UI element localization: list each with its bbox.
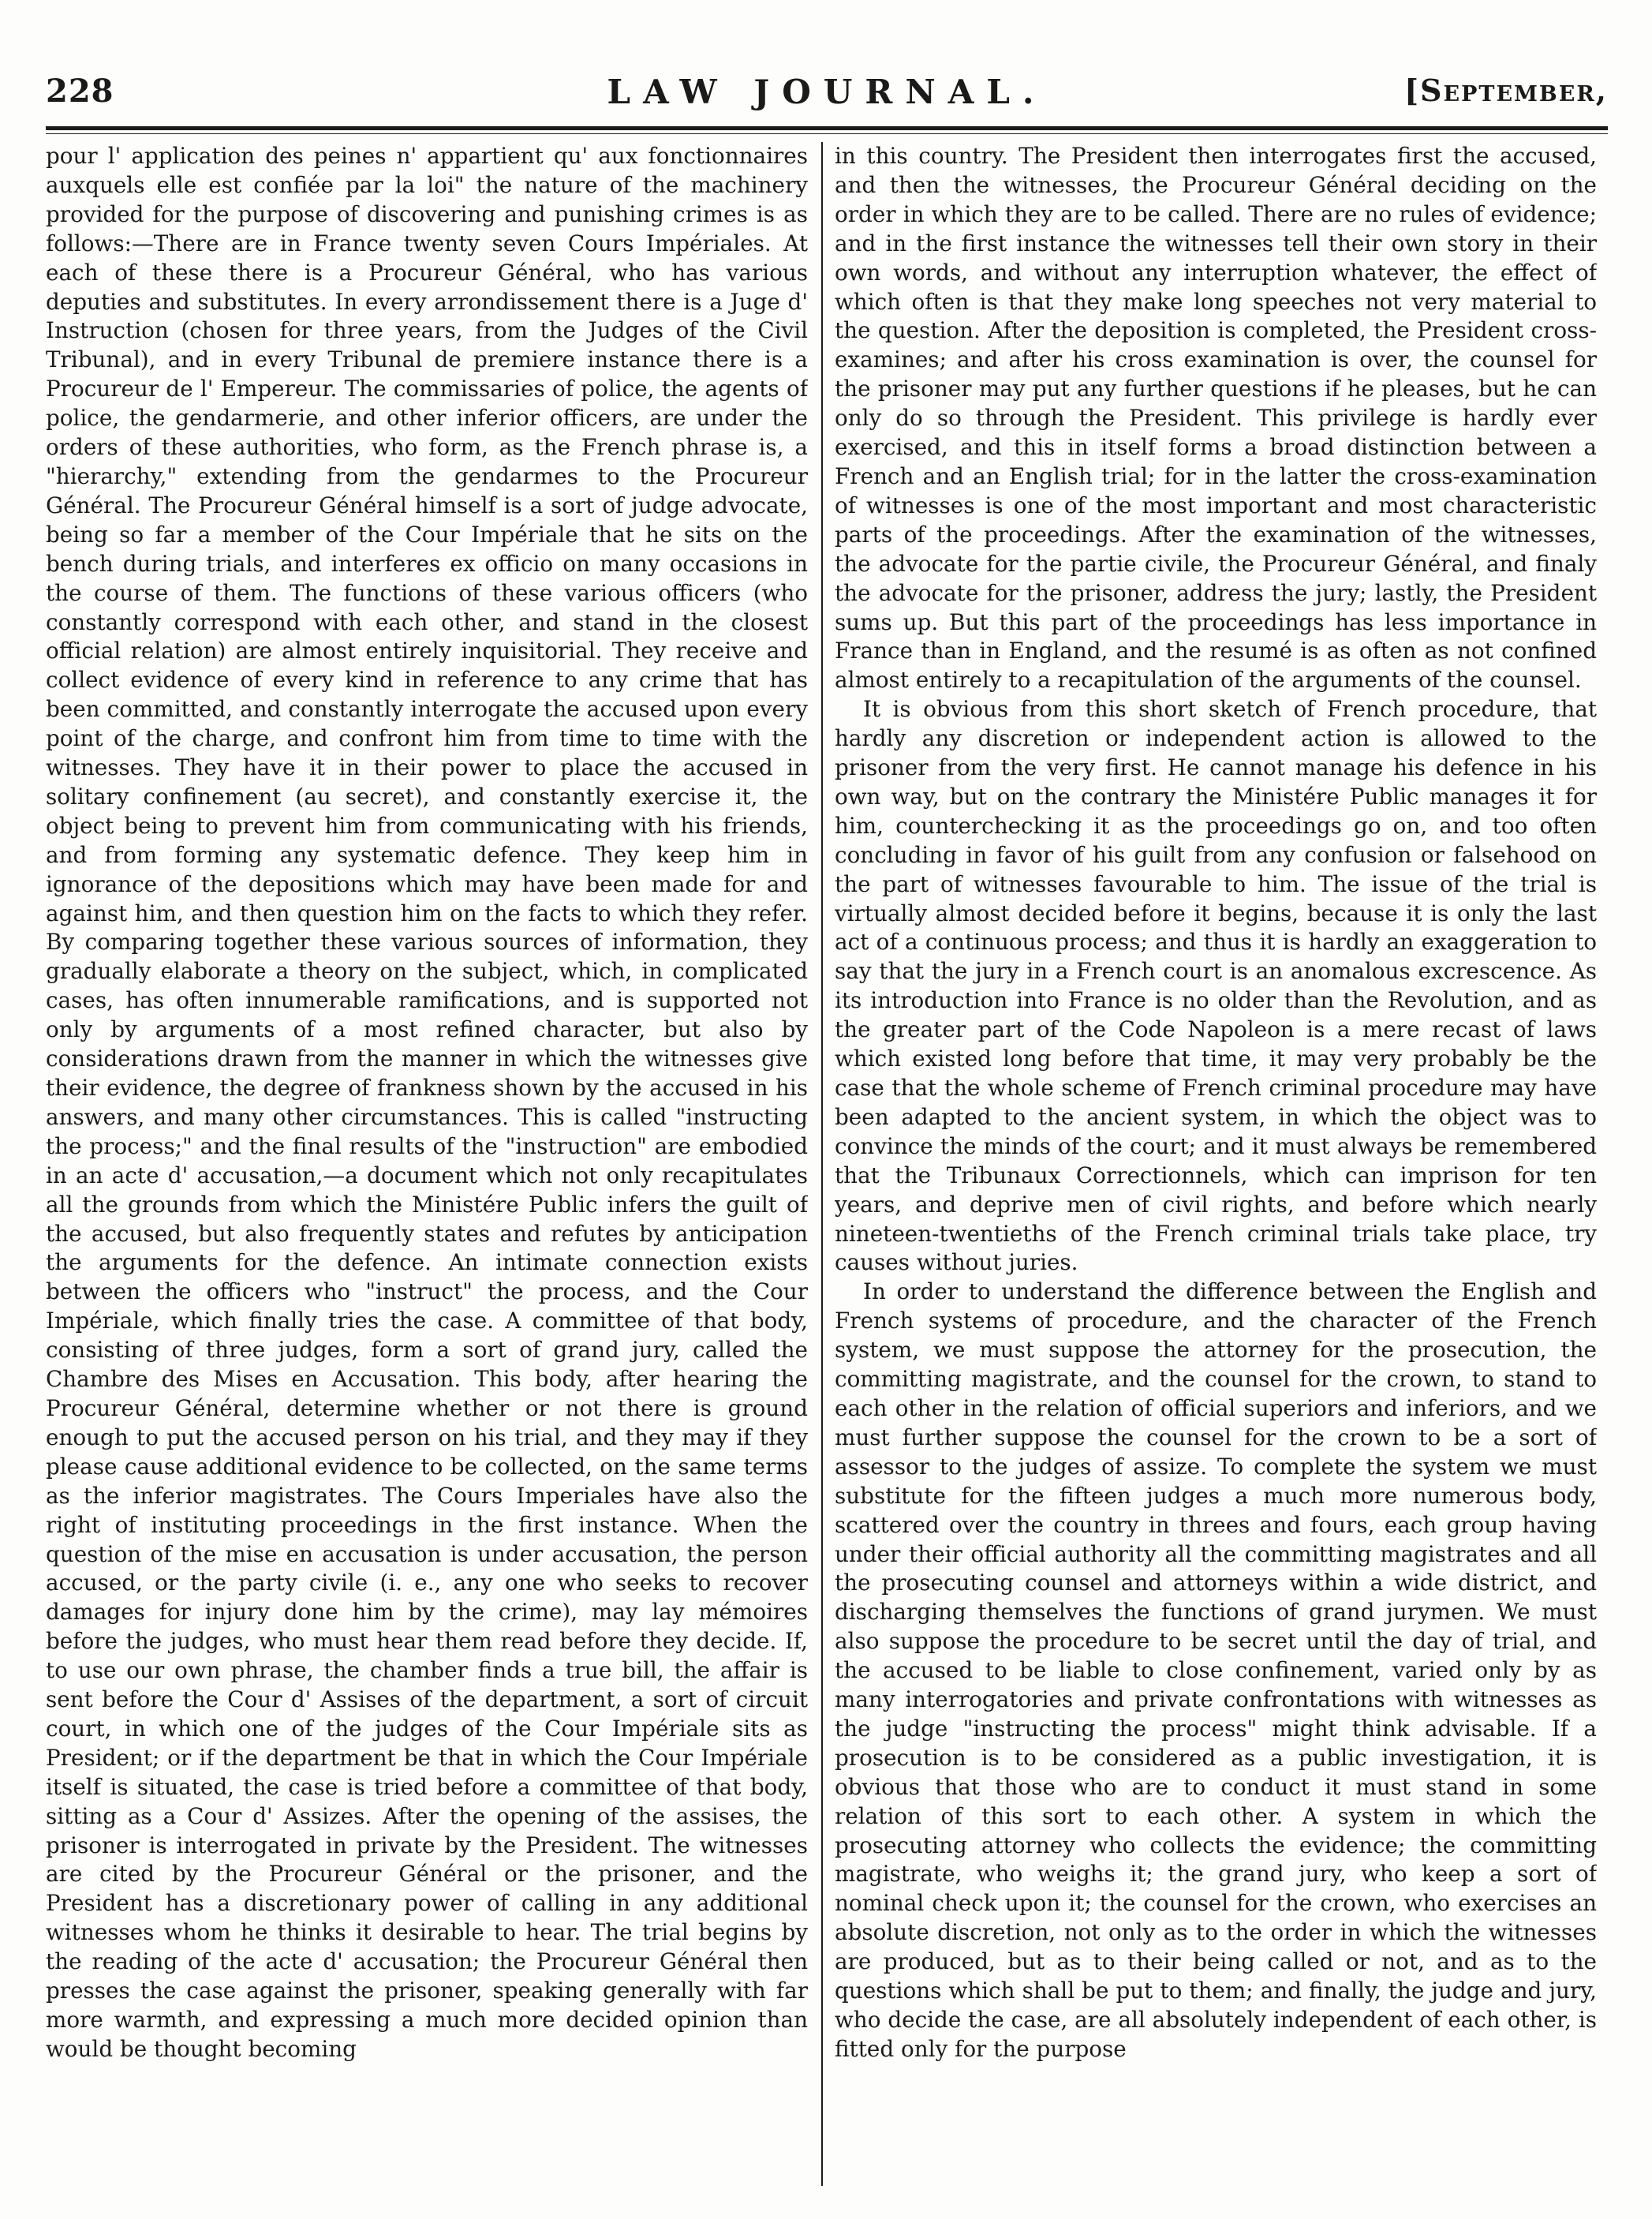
page-number: 228 xyxy=(46,73,114,110)
header-thin-rule xyxy=(46,133,1608,134)
left-column xyxy=(46,142,808,2186)
right-paragraph: In order to understand the difference between the English and French systems of procedure, and the character of the French system, we must suppose the attorney for the prosecution, the committing magistrate, and the counsel for the crown, to stand to each other in the relation of official superiors and inferiors, and we must further suppose the counsel for the crown to be a sort of assessor to the judges of assize. To complete the system we must substitute for the fifteen judges a much more numerous body, scattered over the country in threes and fours, each group having under their official authority all the committing magistrates and all the prosecuting counsel and attorneys within a wide district, and discharging themselves the functions of grand jurymen. We must also suppose the procedure to be secret until the day of trial, and the accused to be liable to close confinement, varied only by as many interrogatories and private confrontations with witnesses as the judge "instructing the process" might think advisable. If a prosecution is to be considered as a public investigation, it is obvious that those who are to conduct it must stand in some relation of this sort to each other. A system in which the prosecuting attorney who collects the evidence; the committing magistrate, who weighs it; the grand jury, who keep a sort of nominal check upon it; the counsel for the crown, who exercises an absolute discretion, not only as to the order in which the witnesses are produced, but as to their being called or not, and as to the questions which shall be put to them; and finally, the judge and jury, who decide the case, are all absolutely independent of each other, is fitted only for the purpose xyxy=(835,1278,1597,2062)
journal-title: LAW JOURNAL. xyxy=(607,73,1047,111)
left-paragraph: pour l' application des peines n' appartient qu' aux fonctionnaires auxquels elle est confiée par la loi" the nature of the machinery provided for the purpose of discovering and punishing crimes is as follows:—There are in France twenty seven Cours Impériales. At each of these there is a Procureur Général, who has various deputies and substitutes. In every arrondissement there is a Juge d' Instruction (chosen for three years, from the Judges of the Civil Tribunal), and in every Tribunal de premiere instance there is a Procureur de l' Empereur. The commissaries of police, the agents of police, the gendarmerie, and other inferior officers, are under the orders of these authorities, who form, as the French phrase is, a "hierarchy," extending from the gendarmes to the Procureur Général. The Procureur Général himself is a sort of judge advocate, being so far a member of the Cour Impériale that he sits on the bench during trials, and interferes ex officio on many occasions in the course of them. The functions of these various officers (who constantly correspond with each other, and stand in the closest official relation) are almost entirely inquisitorial. They receive and collect evidence of every kind in reference to any crime that has been committed, and constantly interrogate the accused upon every point of the charge, and confront him from time to time with the witnesses. They have it in their power to place the accused in solitary confinement (au secret), and constantly exercise it, the object being to prevent him from communicating with his friends, and from forming any systematic defence. They keep him in ignorance of the depositions which may have been made for and against him, and then question him on the facts to which they refer. By comparing together these various sources of information, they gradually elaborate a theory on the subject, which, in complicated cases, has often innumerable ramifications, and is supported not only by arguments of a most refined character, but also by considerations drawn from the manner in which the witnesses give their evidence, the degree of frankness shown by the accused in his answers, and many other circumstances. This is called "instructing the process;" and the final results of the "instruction" are embodied in an acte d' accusation,—a document which not only recapitulates all the grounds from which the Ministére Public infers the guilt of the accused, but also frequently states and refutes by anticipation the arguments for the defence. An intimate connection exists between the officers who "instruct" the process, and the Cour Impériale, which finally tries the case. A committee of that body, consisting of three judges, form a sort of grand jury, called the Chambre des Mises en Accusation. This body, after hearing the Procureur Général, determine whether or not there is ground enough to put the accused person on his trial, and they may if they please cause additional evidence to be collected, on the same terms as the inferior magistrates. The Cours Imperiales have also the right of instituting proceedings in the first instance. When the question of the mise en accusation is under accusation, the person accused, or the party civile (i. e., any one who seeks to recover damages for injury done him by the crime), may lay mémoires before the judges, who must hear them read before they decide. If, to use our own phrase, the chamber finds a true bill, the affair is sent before the Cour d' Assises of the department, a sort of circuit court, in which one of the judges of the Cour Impériale sits as President; or if the department be that in which the Cour Impériale itself is situated, the case is tried before a committee of that body, sitting as a Cour d' Assizes. After the opening of the assises, the prisoner is interrogated in private by the President. The witnesses are cited by the Procureur Général or the prisoner, and the President has a discretionary power of calling in any additional witnesses whom he thinks it desirable to hear. The trial begins by the reading of the acte d' accusation; the Procureur Général then presses the case against the prisoner, speaking generally with far more warmth, and expressing a much more decided opinion than would be thought becoming xyxy=(46,143,808,2062)
right-paragraph: It is obvious from this short sketch of French procedure, that hardly any discretion or independent action is allowed to the prisoner from the very first. He cannot manage his defence in his own way, but on the contrary the Ministére Public manages it for him, counterchecking it as the proceedings go on, and too often concluding in favor of his guilt from any confusion or falsehood on the part of witnesses favourable to him. The issue of the trial is virtually almost decided before it begins, because it is only the last act of a continuous process; and thus it is hardly an exaggeration to say that the jury in a French court is an anomalous excrescence. As its introduction into France is no older than the Revolution, and as the greater part of the Code Napoleon is a mere recast of laws which existed long before that time, it may very probably be the case that the whole scheme of French criminal procedure may have been adapted to the ancient system, in which the object was to convince the minds of the court; and it must always be remembered that the Tribunaux Correctionnels, which can imprison for ten years, and deprive men of civil rights, and before which nearly nineteen-twentieths of the French criminal trials take place, try causes without juries. xyxy=(835,696,1597,1276)
header-thick-rule xyxy=(46,126,1608,130)
right-column xyxy=(835,142,1597,2186)
right-paragraph: in this country. The President then interrogates first the accused, and then the witnesses, the Procureur Général deciding on the order in which they are to be called. There are no rules of evidence; and in the first instance the witnesses tell their own story in their own words, and without any interruption whatever, the effect of which often is that they make long speeches not very material to the question. After the deposition is completed, the President cross-examines; and after his cross examination is over, the counsel for the prisoner may put any further questions if he pleases, but he can only do so through the President. This privilege is hardly ever exercised, and this in itself forms a broad distinction between a French and an English trial; for in the latter the cross-examination of witnesses is one of the most important and most characteristic parts of the proceedings. After the examination of the witnesses, the advocate for the partie civile, the Procureur Général, and finaly the advocate for the prisoner, address the jury; lastly, the President sums up. But this part of the proceedings has less importance in France than in England, and the resumé is as often as not confined almost entirely to a recapitulation of the arguments of the counsel. xyxy=(835,143,1597,694)
month-label: [September, xyxy=(1404,73,1608,108)
column-divider xyxy=(821,142,823,2186)
two-column-body xyxy=(46,142,1608,2186)
running-header xyxy=(46,73,1608,120)
